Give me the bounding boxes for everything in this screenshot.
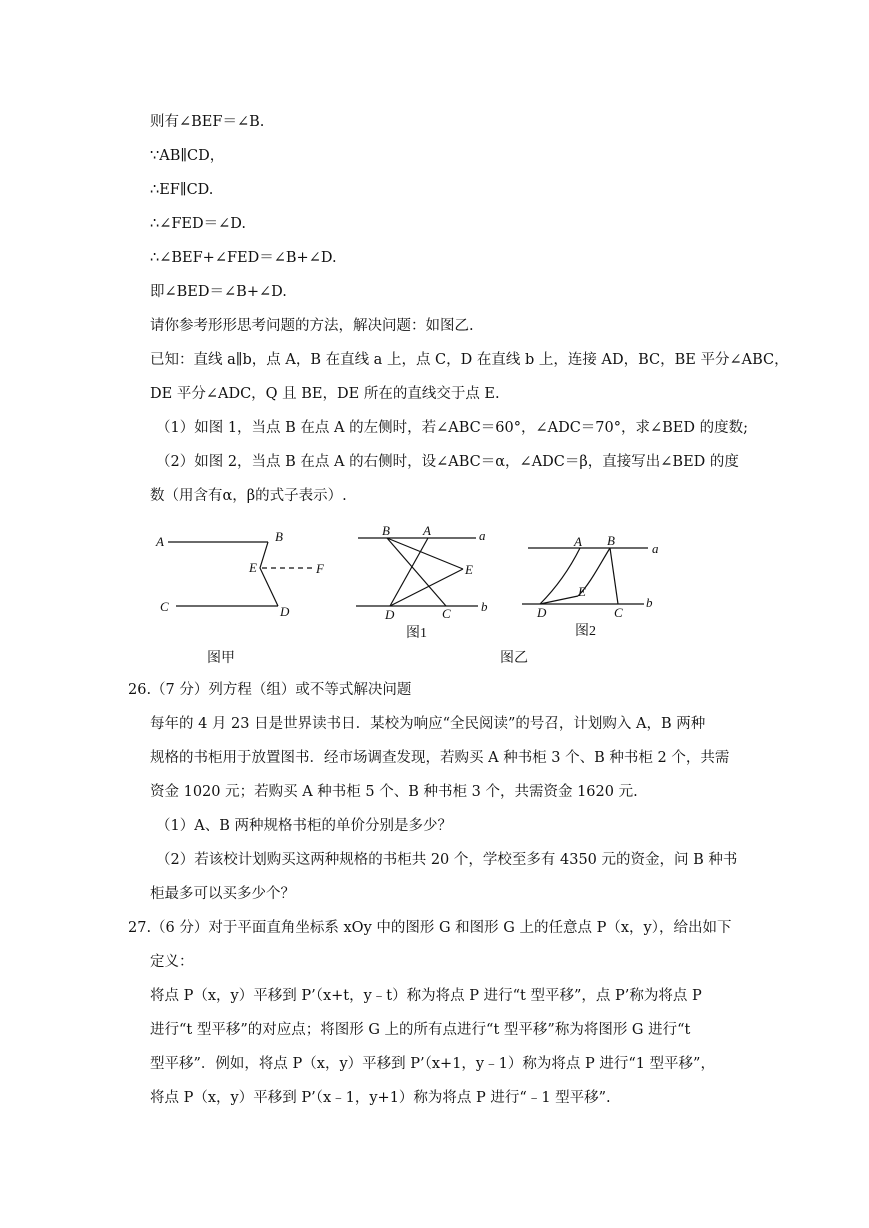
fig2-label-b: B bbox=[607, 533, 615, 548]
fig1-label-d: D bbox=[385, 607, 395, 622]
text-line: DE 平分∠ADC，Q 且 BE，DE 所在的直线交于点 E. bbox=[150, 386, 500, 402]
fig1-label-e: E bbox=[465, 562, 473, 577]
jia-label-e: E bbox=[249, 560, 257, 575]
text-line: 柜最多可以买多少个？ bbox=[150, 886, 295, 902]
question-27-title: 27.（6 分）对于平面直角坐标系 xOy 中的图形 G 和图形 G 上的任意点 P（x，y），给出如下 bbox=[128, 920, 732, 936]
jia-label-f: F bbox=[316, 561, 324, 576]
caption-fig2: 图2 bbox=[575, 624, 596, 639]
fig2-label-a: A bbox=[574, 534, 582, 549]
text-line: （1）如图 1，当点 B 在点 A 的左侧时，若∠ABC＝60°，∠ADC＝70°，求∠BED 的度数; bbox=[156, 420, 749, 436]
text-line: ∵AB∥CD， bbox=[150, 148, 225, 164]
text-line: （1）A、B 两种规格书柜的单价分别是多少？ bbox=[156, 818, 452, 834]
text-line: 请你参考形形思考问题的方法，解决问题：如图乙. bbox=[150, 318, 474, 334]
text-line: 型平移”．例如，将点 P（x，y）平移到 P’（x+1，y﹣1）称为将点 P 进行“1 型平移”， bbox=[150, 1056, 715, 1072]
text-line: 定义： bbox=[150, 954, 194, 970]
fig2-label-line-b: b bbox=[646, 595, 653, 610]
text-line: 则有∠BEF＝∠B. bbox=[150, 114, 265, 130]
caption-fig1: 图1 bbox=[406, 626, 427, 641]
text-line: 将点 P（x，y）平移到 P’（x+t，y﹣t）称为将点 P 进行“t 型平移”，点 P’称为将点 P bbox=[150, 988, 702, 1004]
text-line: 规格的书柜用于放置图书．经市场调查发现，若购买 A 种书柜 3 个、B 种书柜 2 个，共需 bbox=[150, 750, 730, 766]
fig2-line-bc bbox=[610, 548, 618, 604]
text-line: 数（用含有α，β的式子表示）. bbox=[150, 488, 347, 504]
text-line: 即∠BED＝∠B+∠D. bbox=[150, 284, 287, 300]
fig1-label-a: A bbox=[423, 523, 431, 538]
jia-label-c: C bbox=[160, 599, 169, 614]
text-line: ∴∠BEF+∠FED＝∠B+∠D. bbox=[150, 250, 337, 266]
fig1-label-line-a: a bbox=[479, 528, 486, 543]
caption-jia: 图甲 bbox=[207, 651, 235, 666]
fig1-label-line-b: b bbox=[481, 599, 488, 614]
jia-label-d: D bbox=[280, 604, 290, 619]
text-line: （2）如图 2，当点 B 在点 A 的右侧时，设∠ABC＝α，∠ADC＝β，直接写出∠BED 的度 bbox=[156, 454, 739, 470]
jia-polyline-bed bbox=[260, 542, 278, 606]
fig1-label-c: C bbox=[442, 606, 451, 621]
fig1-label-b: B bbox=[382, 523, 390, 538]
text-line: 每年的 4 月 23 日是世界读书日．某校为响应“全民阅读”的号召，计划购入 A，B 两种 bbox=[150, 716, 706, 732]
fig2-label-c: C bbox=[614, 605, 623, 620]
fig2-label-line-a: a bbox=[652, 541, 659, 556]
question-26-title: 26.（7 分）列方程（组）或不等式解决问题 bbox=[128, 682, 412, 698]
text-line: 资金 1020 元；若购买 A 种书柜 5 个、B 种书柜 3 个，共需资金 1620 元. bbox=[150, 784, 638, 800]
fig2-label-e: E bbox=[578, 584, 586, 599]
text-line: 进行“t 型平移”的对应点；将图形 G 上的所有点进行“t 型平移”称为将图形 G 进行“t bbox=[150, 1022, 691, 1038]
text-line: 已知：直线 a∥b，点 A，B 在直线 a 上，点 C，D 在直线 b 上，连接 AD，BC，BE 平分∠ABC， bbox=[150, 352, 789, 368]
caption-yi: 图乙 bbox=[500, 651, 528, 666]
text-line: 将点 P（x，y）平移到 P’（x﹣1，y+1）称为将点 P 进行“﹣1 型平移”. bbox=[150, 1090, 611, 1106]
jia-label-b: B bbox=[275, 529, 283, 544]
jia-label-a: A bbox=[156, 534, 164, 549]
text-line: ∴EF∥CD. bbox=[150, 182, 214, 198]
fig2-label-d: D bbox=[537, 605, 547, 620]
text-line: ∴∠FED＝∠D. bbox=[150, 216, 247, 232]
fig2-line-ad bbox=[540, 548, 580, 604]
text-line: （2）若该校计划购买这两种规格的书柜共 20 个，学校至多有 4350 元的资金，问 B 种书 bbox=[156, 852, 738, 868]
